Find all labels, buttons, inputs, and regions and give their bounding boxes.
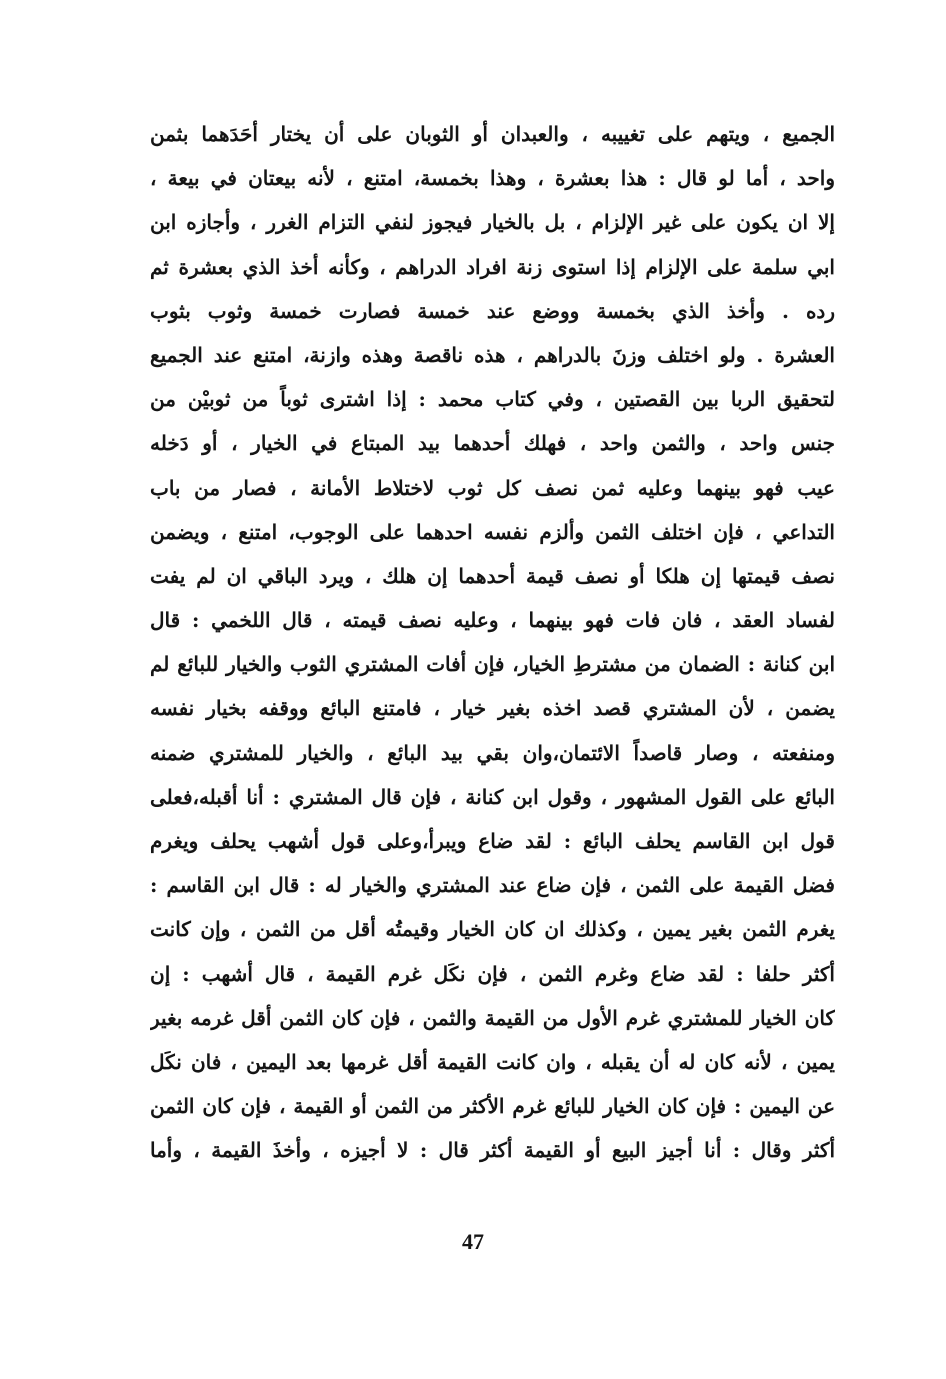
text-line: جنس واحد ، والثمن واحد ، فهلك أحدهما بيد المبتاع في الخيار ، أو دَخله	[150, 431, 835, 456]
text-line: العشرة . ولو اختلف وزنَ بالدراهم ، هذه ناقصة وهذه وازنة، امتنع عند الجميع	[150, 342, 835, 367]
text-line: إلا ان يكون على غير الإلزام ، بل بالخيار فيجوز لنفي التزام الغرر ، وأجازه ابن	[150, 210, 835, 235]
text-line: لتحقيق الربا بين القصتين ، وفي كتاب محمد : إذا اشترى ثوباً من ثوبيْن من	[150, 387, 835, 412]
text-line: واحد ، أما لو قال : هذا بعشرة ، وهذا بخمسة، امتنع ، لأنه بيعتان في بيعة ،	[150, 166, 835, 191]
page-number: 47	[462, 1229, 484, 1254]
text-line: الجميع ، ويتهم على تغييبه ، والعبدان أو الثوبان على أن يختار أحَدَهما بثمن	[150, 122, 835, 146]
text-line: أكثر وقال : أنا أجيز البيع أو القيمة أكثر قال : لا أجيزه ، وأخذَ القيمة ، وأما	[150, 1138, 835, 1163]
text-line: التداعي ، فإن اختلف الثمن وألزم نفسه احدهما على الوجوب، امتنع ، ويضمن	[150, 519, 835, 544]
text-line: لفساد العقد ، فان فات فهو بينهما ، وعليه نصف قيمته ، قال اللخمي : قال	[150, 608, 835, 633]
text-line: كان الخيار للمشتري غرم الأول من القيمة والثمن ، فإن كان الثمن أقل غرمه بغير	[150, 1005, 835, 1030]
text-line: ومنفعته ، وصار قاصداً الائتمان،وان بقي بيد البائع ، والخيار للمشتري ضمنه	[150, 740, 835, 765]
text-line: فضل القيمة على الثمن ، فإن ضاع عند المشتري والخيار له : قال ابن القاسم :	[150, 873, 835, 898]
body-text	[150, 112, 835, 1173]
text-line: يمين ، لأنه كان له أن يقبله ، وان كانت القيمة أقل غرمها بعد اليمين ، فان نكَل	[150, 1049, 835, 1074]
text-line: عيب فهو بينهما وعليه ثمن نصف كل ثوب لاختلاط الأمانة ، فصار من باب	[150, 475, 835, 500]
text-line: أكثر حلفا : لقد ضاع وغرم الثمن ، فإن نكَل غرم القيمة ، قال أشهب : إن	[150, 961, 835, 986]
text-line: يضمن ، لأن المشتري قصد اخذه بغير خيار ، فامتنع البائع ووقفه بخيار نفسه	[150, 696, 835, 721]
text-line: نصف قيمتها إن هلكا أو نصف قيمة أحدهما إن هلك ، ويرد الباقي ان لم يفت	[150, 563, 835, 588]
text-line: البائع على القول المشهور ، وقول ابن كنانة ، فإن قال المشتري : أنا أقبله،فعلى	[150, 784, 835, 809]
text-line: عن اليمين : فإن كان الخيار للبائع غرم الأكثر من الثمن أو القيمة ، فإن كان الثمن	[150, 1094, 835, 1119]
text-line: رده . وأخذ الذي بخمسة ووضع عند خمسة فصارت خمسة وثوب بثوب	[150, 298, 835, 323]
text-line: ابي سلمة على الإلزام إذا استوى زنة افراد الدراهم ، وكأنه أخذ الذي بعشرة ثم	[150, 254, 835, 279]
text-line: يغرم الثمن بغير يمين ، وكذلك ان كان الخيار وقيمتُه أقل من الثمن ، وإن كانت	[150, 917, 835, 942]
text-line: قول ابن القاسم يحلف البائع : لقد ضاع ويبرأ،وعلى قول أشهب يحلف ويغرم	[150, 829, 835, 853]
text-line: ابن كنانة : الضمان من مشترطِ الخيار، فإن أفات المشتري الثوب والخيار للبائع لم	[150, 652, 835, 677]
